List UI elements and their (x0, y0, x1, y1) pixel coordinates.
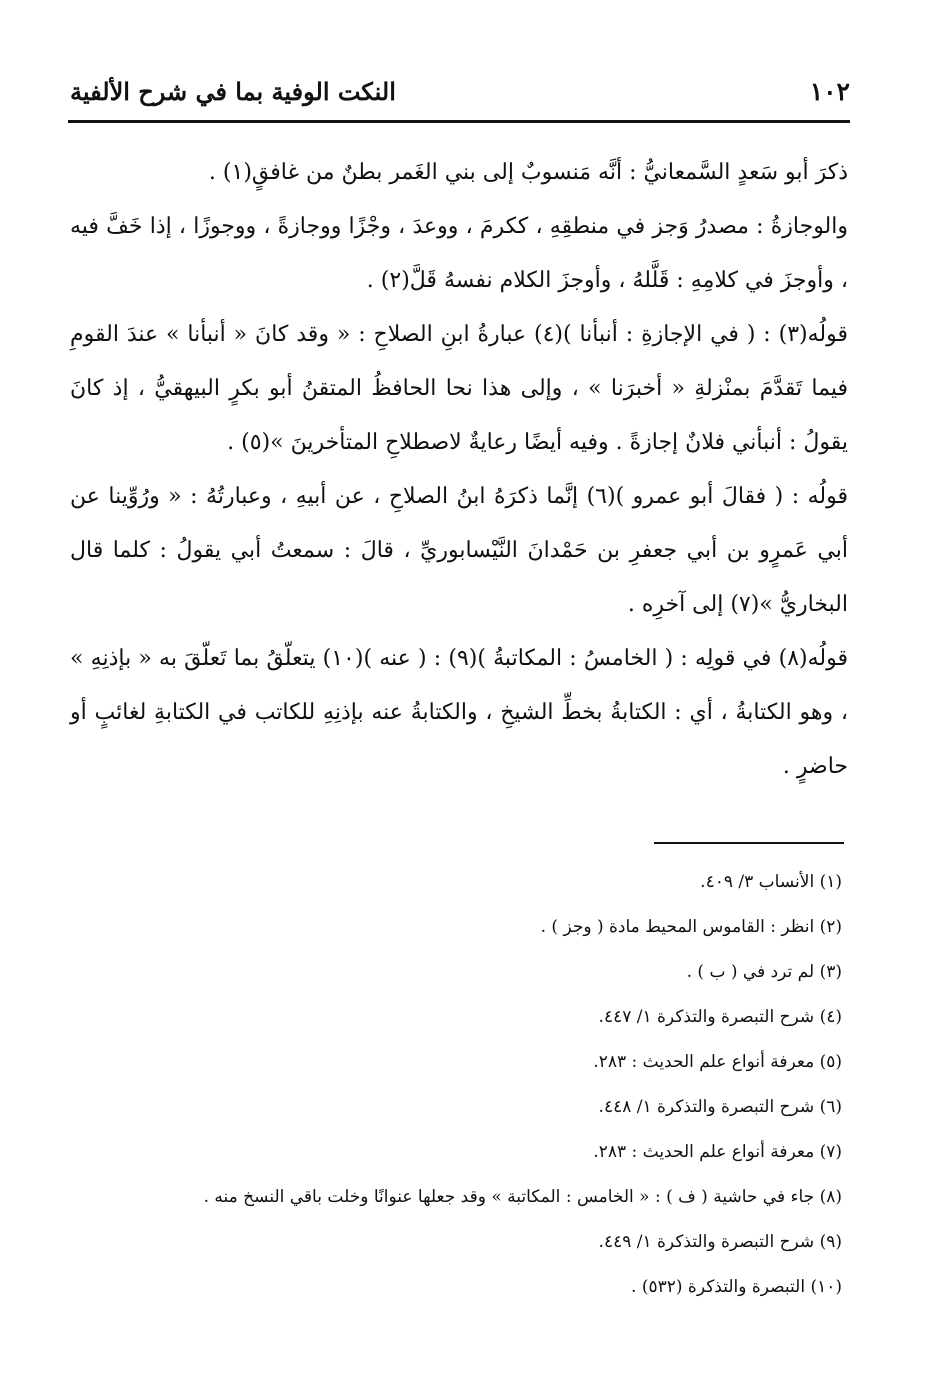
footnote: (٤) شرح التبصرة والتذكرة ١/ ٤٤٧. (598, 1007, 842, 1027)
paragraph: قولُه : ( فقالَ أبو عمرو )(٦) إنَّما ذكرَهُ ابنُ الصلاحِ ، عن أبيهِ ، وعبارتُهُ : « ورُوِّينا عن أبي عَمرٍو بن أبي جعفرِ بن حَمْدانَ النَّيْسابوريِّ ، قالَ : سمعتُ أبي يقولُ : كلما قال البخاريُّ »(٧) إلى آخرِه . (70, 484, 848, 617)
running-header (70, 72, 850, 116)
page-number: ١٠٢ (809, 77, 850, 106)
paragraph: قولُه(٨) في قولِه : ( الخامسُ : المكاتبةُ )(٩) : ( عنه )(١٠) يتعلّقُ بما تَعلّقَ به « بإذنِهِ » ، وهو الكتابةُ ، أي : الكتابةُ بخطِّ الشيخِ ، والكتابةُ عنه بإذنِهِ للكاتب في الكتابةِ لغائبٍ أو حاضرٍ . (70, 646, 848, 779)
footnote: (٨) جاء في حاشية ( ف ) : « الخامس : المكاتبة » وقد جعلها عنوانًا وخلت باقي النسخ منه . (203, 1187, 842, 1207)
footnote: (٥) معرفة أنواع علم الحديث : ٢٨٣. (593, 1052, 842, 1072)
footnote: (٩) شرح التبصرة والتذكرة ١/ ٤٤٩. (598, 1232, 842, 1252)
paragraph: ذكرَ أبو سَعدٍ السَّمعانيُّ : أنَّه مَنسوبٌ إلى بني الغَمر بطنٌ من غافقٍ(١) . (208, 160, 848, 185)
main-text (70, 146, 848, 794)
running-title: النكت الوفية بما في شرح الألفية (70, 77, 396, 106)
footnote: (٣) لم ترد في ( ب ) . (686, 962, 842, 982)
footnote-divider (654, 842, 844, 844)
footnote: (٦) شرح التبصرة والتذكرة ١/ ٤٤٨. (598, 1097, 842, 1117)
footnote: (٢) انظر : القاموس المحيط مادة ( وجز ) . (540, 917, 842, 937)
footnote: (١) الأنساب ٣/ ٤٠٩. (700, 872, 842, 892)
footnotes-section (90, 860, 842, 1310)
footnote: (٧) معرفة أنواع علم الحديث : ٢٨٣. (593, 1142, 842, 1162)
header-divider (68, 120, 850, 123)
paragraph: والوجازةُ : مصدرُ وَجز في منطقِهِ ، ككرمَ ، ووعدَ ، وجْزًا ووجازةً ، ووجوزًا ، إذا خَفَّ فيه ، وأوجزَ في كلامِهِ : قَلَّلهُ ، وأوجزَ الكلام نفسهُ قَلَّ(٢) . (70, 214, 848, 293)
paragraph: قولُه(٣) : ( في الإجازةِ : أنبأنا )(٤) عبارةُ ابنِ الصلاحِ : « وقد كانَ « أنبأنا » عندَ القومِ فيما تَقدَّمَ بمنْزلةِ « أخبرَنا » ، وإلى هذا نحا الحافظُ المتقنُ أبو بكرٍ البيهقيُّ ، إذ كانَ يقولُ : أنبأني فلانٌ إجازةً . وفيه أيضًا رعايةٌ لاصطلاحِ المتأخرينَ »(٥) . (70, 322, 848, 455)
footnote: (١٠) التبصرة والتذكرة (٥٣٢) . (631, 1277, 842, 1297)
